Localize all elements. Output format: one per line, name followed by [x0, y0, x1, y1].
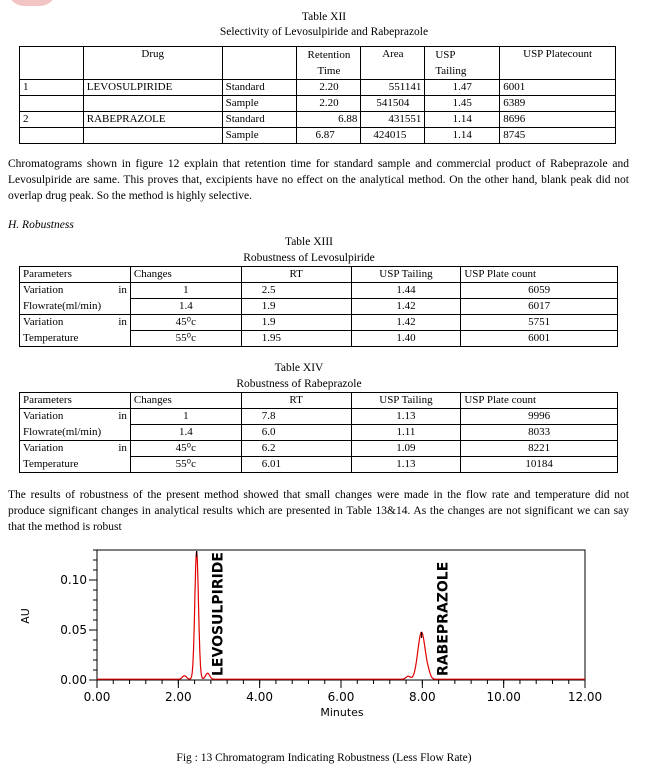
- y-tick-label: 0.05: [60, 623, 87, 637]
- table14-caption-title: Robustness of Rabeprazole: [236, 378, 362, 390]
- table-row: Sample 6.87 424015 1.14 8745: [20, 128, 616, 144]
- table12-header-plate: USP Platecount: [500, 47, 616, 80]
- table12-caption-number: Table XII: [301, 11, 347, 23]
- header-decoration: [8, 0, 56, 6]
- chart-frame: [97, 550, 585, 680]
- plot-area-border: [97, 550, 585, 680]
- peak-label: RABEPRAZOLE: [435, 561, 452, 676]
- table14: [19, 392, 618, 473]
- table12: [19, 46, 616, 144]
- table-row: 2 RABEPRAZOLE Standard 6.88 431551 1.14 8696: [20, 112, 616, 128]
- figure-caption: Fig : 13 Chromatogram Indicating Robustness (Less Flow Rate): [176, 752, 472, 764]
- chromatogram-trace: [97, 551, 585, 679]
- chromatogram-chart: [0, 540, 648, 730]
- section-heading-robustness: H. Robustness: [8, 219, 74, 231]
- table-header-row: Parameters Changes RT USP Tailing USP Plate count: [20, 393, 618, 409]
- table-row: Flowrate(ml/min) 1.4 6.0 1.11 8033: [20, 425, 618, 441]
- table13: [19, 266, 618, 347]
- x-axis-label: Minutes: [320, 706, 364, 719]
- y-axis-ticks: [60, 550, 97, 687]
- table13-caption-number: Table XIII: [284, 236, 334, 248]
- x-tick-label: 4.00: [246, 690, 274, 704]
- table-row: Variation in 1 2.5 1.44 6059: [20, 283, 618, 299]
- table-row: Temperature 55⁰c 1.95 1.40 6001: [20, 331, 618, 347]
- robustness-paragraph: The results of robustness of the present method showed that small changes were made in the flow rate and temperature did not produce significant changes in analytical results which are presented in Table 13&14. As the changes are not significant we can say that the method is robust: [8, 489, 629, 533]
- table-row: Flowrate(ml/min) 1.4 1.9 1.42 6017: [20, 299, 618, 315]
- table12-header-tailing: USP Tailing: [425, 47, 500, 80]
- x-axis-ticks: [84, 680, 603, 704]
- peak-labels: [197, 551, 452, 676]
- table-row: Temperature 55⁰c 6.01 1.13 10184: [20, 457, 618, 473]
- x-tick-label: 6.00: [327, 690, 355, 704]
- y-tick-label: 0.10: [60, 573, 87, 587]
- table12-header-drug: Drug: [83, 47, 222, 80]
- table-row: Sample 2.20 541504 1.45 6389: [20, 96, 616, 112]
- table14-caption-number: Table XIV: [274, 362, 324, 374]
- table12-caption-title: Selectivity of Levosulpiride and Rabeprazole: [219, 26, 429, 38]
- table13-caption-title: Robustness of Levosulpiride: [243, 252, 375, 264]
- peak-label: LEVOSULPIRIDE: [210, 552, 227, 676]
- table-row: Variation in 45⁰c 6.2 1.09 8221: [20, 441, 618, 457]
- x-tick-label: 12.00: [567, 690, 603, 704]
- x-tick-label: 8.00: [408, 690, 436, 704]
- x-tick-label: 0.00: [83, 690, 111, 704]
- x-tick-label: 2.00: [164, 690, 192, 704]
- table-row: Variation in 1 7.8 1.13 9996: [20, 409, 618, 425]
- x-tick-label: 10.00: [486, 690, 521, 704]
- table12-header-rt: Retention Time: [297, 47, 361, 80]
- y-axis-label: AU: [19, 608, 32, 624]
- table-row: Variation in 45⁰c 1.9 1.42 5751: [20, 315, 618, 331]
- table-row: 1 LEVOSULPIRIDE Standard 2.20 551141 1.47 6001: [20, 80, 616, 96]
- table12-header-area: Area: [361, 47, 425, 80]
- y-tick-label: 0.00: [60, 673, 87, 687]
- table-header-row: Parameters Changes RT USP Tailing USP Plate count: [20, 267, 618, 283]
- selectivity-paragraph: Chromatograms shown in figure 12 explain that retention time for standard sample and commercial product of Rabeprazole and Levosulpiride are same. This proves that, excipients have no effect on the analytical method. On the other hand, blank peak did not overlap drug peak. So the method is highly selective.: [8, 158, 629, 202]
